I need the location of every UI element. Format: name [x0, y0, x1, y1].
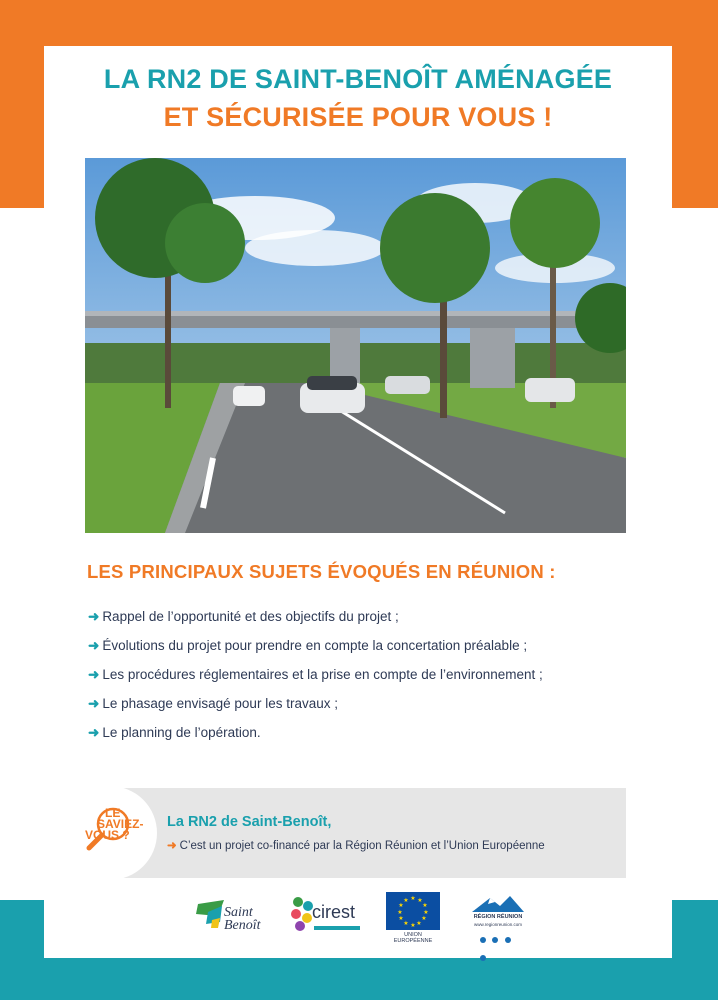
topics-list	[88, 606, 543, 751]
list-item-text: Évolutions du projet pour prendre en compte la concertation préalable ;	[102, 638, 528, 653]
svg-text:★: ★	[398, 915, 404, 922]
title-line-2: ET SÉCURISÉE POUR VOUS !	[163, 102, 553, 132]
list-item	[88, 722, 543, 751]
arrow-right-icon: ➜	[88, 696, 100, 711]
social-icons	[480, 930, 520, 938]
saint-benoit-logo	[194, 892, 264, 942]
arrow-right-icon: ➜	[88, 638, 100, 653]
badge-line-2: SAVIEZ-	[97, 817, 144, 831]
cirest-underline	[314, 926, 360, 930]
eu-logo	[386, 892, 444, 948]
svg-text:★: ★	[398, 902, 404, 909]
arrow-right-icon: ➜	[88, 725, 100, 740]
eu-caption: UNION EUROPÉENNE	[393, 932, 433, 944]
badge-text	[83, 808, 143, 841]
region-reunion-logo	[468, 892, 532, 948]
poster-card	[44, 46, 672, 958]
arrow-right-icon: ➜	[88, 609, 100, 624]
road-illustration	[85, 158, 626, 533]
svg-text:★: ★	[410, 895, 416, 902]
svg-text:★: ★	[403, 897, 409, 904]
info-line-text: C’est un projet co-financé par la Région Réunion et l’Union Européenne	[179, 840, 545, 852]
svg-text:★: ★	[417, 897, 423, 904]
list-item-text: Le planning de l’opération.	[102, 725, 261, 740]
list-item-text: Le phasage envisagé pour les travaux ;	[102, 696, 338, 711]
cirest-logo	[288, 892, 368, 942]
region-name: RÉGION RÉUNION	[473, 914, 523, 920]
svg-text:★: ★	[416, 920, 422, 927]
list-item	[88, 693, 543, 722]
list-item-text: Rappel de l’opportunité et des objectifs du projet ;	[102, 609, 399, 624]
badge-line-1: LE	[105, 806, 121, 820]
svg-text:★: ★	[422, 902, 428, 909]
topics-heading: LES PRINCIPAUX SUJETS ÉVOQUÉS EN RÉUNION :	[87, 561, 556, 582]
partner-logos	[44, 892, 672, 952]
list-item	[88, 664, 543, 693]
list-item-text: Les procédures réglementaires et la prise en compte de l’environnement ;	[102, 667, 543, 682]
svg-text:★: ★	[421, 915, 427, 922]
arrow-right-icon: ➜	[167, 840, 177, 852]
list-item	[88, 635, 543, 664]
info-box	[85, 788, 626, 878]
svg-text:★: ★	[410, 922, 416, 929]
list-item	[88, 606, 543, 635]
title-line-1: LA RN2 DE SAINT-BENOÎT AMÉNAGÉE	[103, 64, 613, 94]
badge-line-3: VOUS ?	[85, 828, 130, 842]
svg-text:★: ★	[403, 920, 409, 927]
arrow-right-icon: ➜	[88, 667, 100, 682]
svg-text:★: ★	[397, 909, 403, 916]
info-line	[167, 838, 545, 852]
info-title: La RN2 de Saint-Benoît,	[167, 814, 332, 830]
region-url: www.regionreunion.com	[473, 922, 523, 927]
le-saviez-vous-badge	[83, 786, 157, 880]
saint-benoit-line-2: Benoît	[224, 918, 261, 933]
saint-benoit-line-1: Saint	[224, 905, 253, 920]
cirest-name: cirest	[312, 902, 356, 922]
svg-text:★: ★	[423, 909, 429, 916]
